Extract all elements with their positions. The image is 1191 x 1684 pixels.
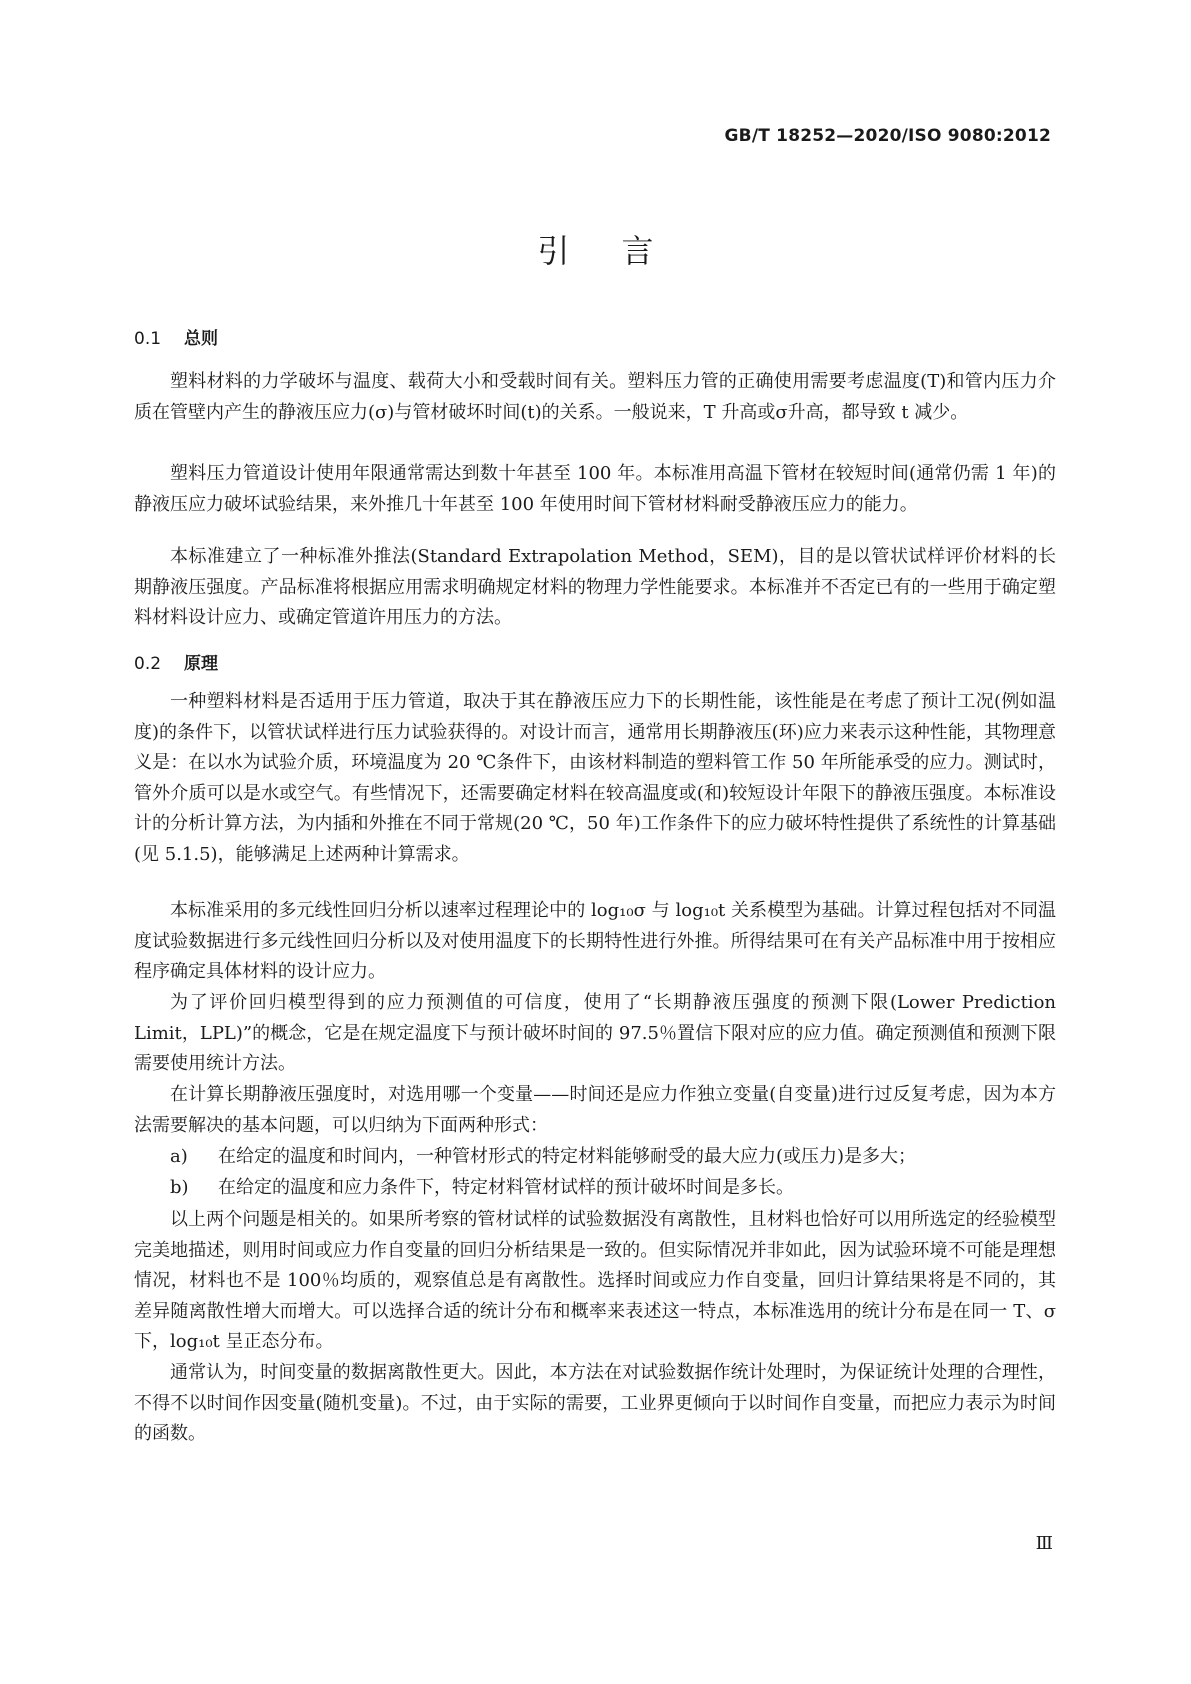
paragraph: 在计算长期静液压强度时，对选用哪一个变量——时间还是应力作独立变量(自变量)进行过反复考虑，因为本方法需要解决的基本问题，可以归纳为下面两种形式： xyxy=(134,1084,1056,1136)
paragraph: 一种塑料材料是否适用于压力管道，取决于其在静液压应力下的长期性能，该性能是在考虑了预计工况(例如温度)的条件下，以管状试样进行压力试验获得的。对设计而言，通常用长期静液压(环)应力来表示这种性能，其物理意义是：在以水为试验介质，环境温度为 20 ℃条件下，由该材料制造的塑料管工作 50 年所能承受的应力。测试时，管外介质可以是水或空气。有些情况下，还需要确定材料在较高温度或(和)较短设计年限下的静液压强度。本标准设计的分析计算方法，为内插和外推在不同于常规(20 ℃，50 年)工作条件下的应力破坏特性提供了系统性的计算基础(见 5.1.5)，能够满足上述两种计算需求。 xyxy=(134,691,1056,865)
list-item-label: a) xyxy=(170,1146,188,1167)
standard-number-header: GB/T 18252—2020/ISO 9080:2012 xyxy=(724,126,1051,146)
paragraph: 本标准采用的多元线性回归分析以速率过程理论中的 log₁₀σ 与 log₁₀t 关系模型为基础。计算过程包括对不同温度试验数据进行多元线性回归分析以及对使用温度下的长期特性进行外推。所得结果可在有关产品标准中用于按相应程序确定具体材料的设计应力。 xyxy=(134,900,1056,983)
section-heading-principle xyxy=(134,649,218,674)
section-heading-general xyxy=(134,324,218,349)
section-title: 原理 xyxy=(184,654,218,674)
section-title: 总则 xyxy=(184,329,218,349)
paragraph: 本标准建立了一种标准外推法(Standard Extrapolation Method，SEM)，目的是以管状试样评价材料的长期静液压强度。产品标准将根据应用需求明确规定材料的物理力学性能要求。本标准并不否定已有的一些用于确定塑料材料设计应力、或确定管道许用压力的方法。 xyxy=(134,546,1056,629)
paragraph: 为了评价回归模型得到的应力预测值的可信度，使用了“长期静液压强度的预测下限(Lower Prediction Limit，LPL)”的概念，它是在规定温度下与预计破坏时间的 97.5％置信下限对应的应力值。确定预测值和预测下限需要使用统计方法。 xyxy=(134,992,1056,1075)
paragraph: 塑料材料的力学破坏与温度、载荷大小和受载时间有关。塑料压力管的正确使用需要考虑温度(T)和管内压力介质在管壁内产生的静液压应力(σ)与管材破坏时间(t)的关系。一般说来，T 升高或σ升高，都导致 t 减少。 xyxy=(134,371,1056,423)
list-item-text: 在给定的温度和时间内，一种管材形式的特定材料能够耐受的最大应力(或压力)是多大； xyxy=(218,1146,917,1167)
section-number: 0.2 xyxy=(134,654,162,674)
list-item xyxy=(170,1173,1056,1204)
paragraph: 塑料压力管道设计使用年限通常需达到数十年甚至 100 年。本标准用高温下管材在较短时间(通常仍需 1 年)的静液压应力破坏试验结果，来外推几十年甚至 100 年使用时间下管材材料耐受静液压应力的能力。 xyxy=(134,463,1056,515)
section-number: 0.1 xyxy=(134,329,162,349)
page-number: Ⅲ xyxy=(1035,1533,1053,1554)
paragraph: 以上两个问题是相关的。如果所考察的管材试样的试验数据没有离散性，且材料也恰好可以用所选定的经验模型完美地描述，则用时间或应力作自变量的回归分析结果是一致的。但实际情况并非如此，因为试验环境不可能是理想情况，材料也不是 100％均质的，观察值总是有离散性。选择时间或应力作自变量，回归计算结果将是不同的，其差异随离散性增大而增大。可以选择合适的统计分布和概率来表述这一特点，本标准选用的统计分布是在同一 T、σ 下，log₁₀t 呈正态分布。 xyxy=(134,1209,1056,1353)
list-item xyxy=(170,1142,1056,1173)
list-item-label: b) xyxy=(170,1177,189,1198)
paragraph: 通常认为，时间变量的数据离散性更大。因此，本方法在对试验数据作统计处理时，为保证统计处理的合理性，不得不以时间作因变量(随机变量)。不过，由于实际的需要，工业界更倾向于以时间作自变量，而把应力表示为时间的函数。 xyxy=(134,1362,1056,1445)
list-item-text: 在给定的温度和应力条件下，特定材料管材试样的预计破坏时间是多长。 xyxy=(218,1177,794,1198)
page-title: 引言 xyxy=(537,232,706,270)
